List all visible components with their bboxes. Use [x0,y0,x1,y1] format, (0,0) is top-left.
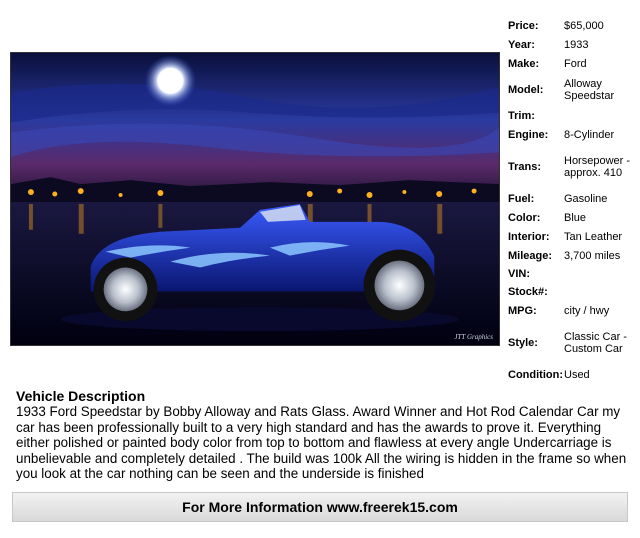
photo-watermark: JTT Graphics [454,333,493,341]
interior-label: Interior: [508,230,550,243]
spec-row-trans [508,144,636,189]
hot-rod-night-image [11,53,499,345]
spec-row-mpg [508,301,636,320]
trim-value [564,106,636,125]
style-value: Classic Car - Custom Car [564,330,627,355]
vin-label: VIN: [508,267,530,280]
mpg-value: city / hwy [564,304,610,317]
spec-row-stock [508,282,636,301]
spec-row-mileage [508,246,636,265]
make-value: Ford [564,57,587,70]
model-value: Alloway Speedstar [564,77,615,102]
mileage-value: 3,700 miles [564,249,621,262]
vehicle-specs-table [508,16,636,384]
interior-value: Tan Leather [564,230,623,243]
model-label: Model: [508,83,544,96]
year-value: 1933 [564,38,589,51]
spec-row-vin [508,265,636,282]
vin-value [564,265,636,282]
mpg-label: MPG: [508,304,537,317]
condition-value: Used [564,368,590,381]
year-label: Year: [508,38,535,51]
color-value: Blue [564,211,587,224]
make-label: Make: [508,57,540,70]
trim-label: Trim: [508,109,535,122]
condition-label: Condition: [508,368,563,381]
more-information-bar[interactable]: For More Information www.freerek15.com [12,492,628,522]
spec-row-engine [508,125,636,144]
trans-value: Horsepower - approx. 410 [564,154,631,179]
style-label: Style: [508,336,538,349]
mileage-label: Mileage: [508,249,553,262]
spec-row-interior [508,227,636,246]
fuel-label: Fuel: [508,192,535,205]
trans-label: Trans: [508,160,542,173]
price-label: Price: [508,19,539,32]
spec-row-trim [508,106,636,125]
fuel-value: Gasoline [564,192,608,205]
color-label: Color: [508,211,541,224]
engine-value: 8-Cylinder [564,128,615,141]
spec-row-fuel [508,189,636,208]
spec-row-color [508,208,636,227]
spec-row-condition [508,365,636,384]
price-value: $65,000 [564,19,604,32]
stock-label: Stock#: [508,285,548,298]
spec-row-year [508,35,636,54]
engine-label: Engine: [508,128,549,141]
spec-row-model [508,73,636,106]
spec-row-make [508,54,636,73]
stock-value [564,282,636,301]
spec-row-style [508,320,636,365]
vehicle-photo[interactable] [10,52,500,346]
vehicle-description-heading: Vehicle Description [16,388,146,404]
vehicle-description-text: 1933 Ford Speedstar by Bobby Alloway and Rats Glass. Award Winner and Hot Rod Calendar Car my car has been professionally built to a very high standard and has the awards to prove it. Everything either polished or painted body color from top to bottom and flawless at every angle Undercarriage is unbelievable and completely detailed . The build was 100k All the wiring is hidden in the frame so when you look at the car nothing can be seen and the underside is finished [16,404,627,481]
spec-row-price [508,16,636,35]
